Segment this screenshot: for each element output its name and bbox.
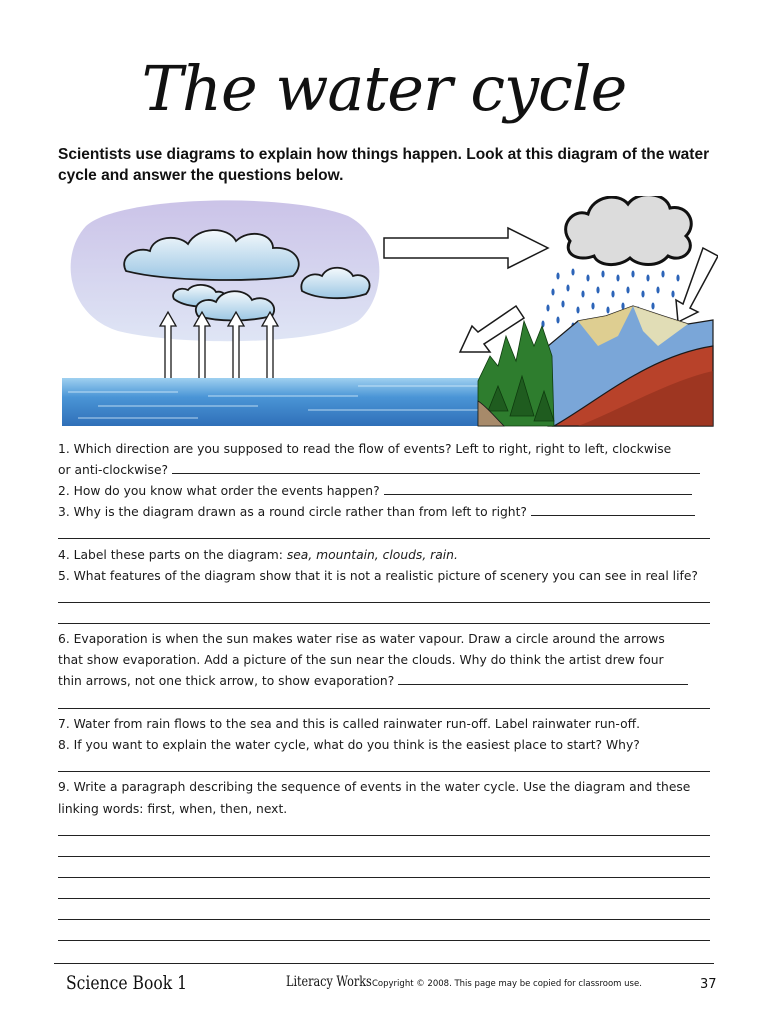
question-1-line-2 (58, 461, 710, 479)
question-4-items: sea, mountain, clouds, rain. (286, 548, 458, 562)
rain-cloud (566, 196, 692, 265)
answer-line-5b[interactable] (58, 623, 710, 624)
answer-line-3[interactable] (531, 503, 695, 516)
question-7: 7. Water from rain flows to the sea and this is called rainwater run-off. Label rainwater run-off. (58, 717, 640, 731)
question-6-line-2: that show evaporation. Add a picture of the sun near the clouds. Why do think the artist drew four (58, 653, 664, 667)
wind-arrow (384, 228, 548, 268)
question-3 (58, 503, 710, 521)
question-9-line-2: linking words: first, when, then, next. (58, 802, 288, 816)
runoff-arrow-left (460, 306, 524, 352)
intro-text: Scientists use diagrams to explain how things happen. Look at this diagram of the water cycle and answer the questions below. (58, 146, 710, 184)
question-1-line-1: 1. Which direction are you supposed to read the flow of events? Left to right, right to left, clockwise (58, 442, 672, 456)
answer-line-9e[interactable] (58, 919, 710, 920)
answer-line-3b[interactable] (58, 538, 710, 539)
question-1-text: or anti-clockwise? (58, 463, 169, 477)
answer-line-9c[interactable] (58, 877, 710, 878)
page-title: The water cycle (141, 52, 627, 125)
footer-divider (54, 963, 714, 964)
answer-line-1[interactable] (172, 461, 700, 474)
answer-line-6[interactable] (398, 672, 688, 685)
footer-copyright: Copyright © 2008. This page may be copied for classroom use. (372, 979, 642, 989)
answer-line-9a[interactable] (58, 835, 710, 836)
question-5: 5. What features of the diagram show that it is not a realistic picture of scenery you can see in real life? (58, 569, 698, 583)
question-8: 8. If you want to explain the water cycle, what do you think is the easiest place to start? Why? (58, 738, 640, 752)
answer-line-2[interactable] (384, 482, 692, 495)
answer-line-9f[interactable] (58, 940, 710, 941)
sea (62, 378, 502, 426)
question-6-line-1: 6. Evaporation is when the sun makes water rise as water vapour. Draw a circle around the arrows (58, 632, 665, 646)
page-number: 37 (700, 977, 717, 992)
question-2 (58, 482, 710, 500)
question-6-line-3 (58, 672, 710, 690)
answer-line-6b[interactable] (58, 708, 710, 709)
footer-series: Literacy Works (286, 974, 372, 990)
question-4-text: 4. Label these parts on the diagram: (58, 548, 287, 562)
footer-book-title: Science Book 1 (66, 972, 188, 994)
answer-line-9d[interactable] (58, 898, 710, 899)
question-2-text: 2. How do you know what order the events happen? (58, 484, 380, 498)
question-9-line-1: 9. Write a paragraph describing the sequence of events in the water cycle. Use the diagram and these (58, 780, 691, 794)
runoff-arrow-right (676, 248, 718, 322)
answer-line-9b[interactable] (58, 856, 710, 857)
water-cycle-diagram (58, 196, 718, 432)
question-6-text: thin arrows, not one thick arrow, to show evaporation? (58, 674, 395, 688)
question-4 (58, 546, 710, 564)
answer-line-5a[interactable] (58, 602, 710, 603)
question-3-text: 3. Why is the diagram drawn as a round circle rather than from left to right? (58, 505, 527, 519)
answer-line-8[interactable] (58, 771, 710, 772)
